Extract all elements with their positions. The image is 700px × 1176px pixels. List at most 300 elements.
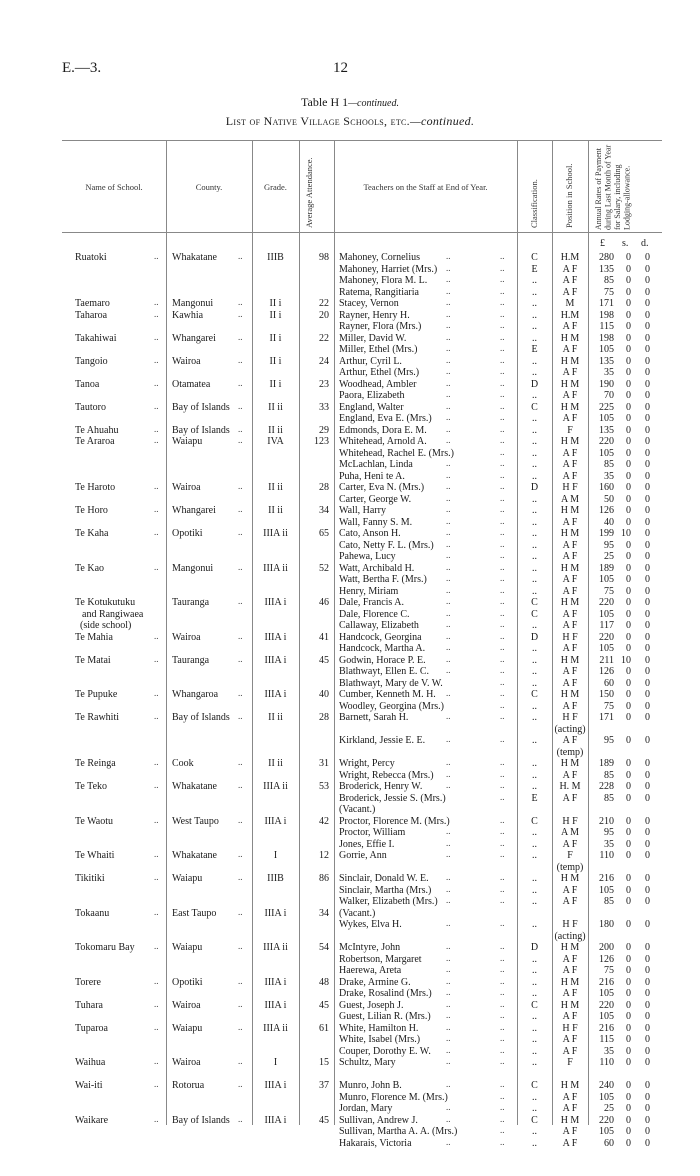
salary-pence: 0 (645, 517, 650, 528)
leader-dots: .. (446, 320, 451, 330)
salary-pence: 0 (645, 586, 650, 597)
salary-pounds: 216 (599, 977, 614, 988)
leader-dots: .. (446, 527, 451, 537)
salary-shillings: 0 (626, 1138, 631, 1149)
leader-dots: .. (446, 654, 451, 664)
leader-dots: .. (154, 435, 159, 445)
grade: IIIB (267, 252, 284, 263)
salary-pounds: 75 (604, 965, 614, 976)
salary-shillings: 0 (626, 758, 631, 769)
position-in-school: H M (560, 505, 580, 516)
salary-shillings: 0 (626, 1103, 631, 1114)
classification: .. (532, 471, 537, 482)
salary-shillings: 0 (626, 678, 631, 689)
county: Wairoa (172, 356, 201, 367)
salary-pounds: 70 (604, 390, 614, 401)
classification: .. (532, 505, 537, 516)
position-in-school: H F (562, 816, 578, 827)
teacher-name: Woodley, Georgina (Mrs.) (339, 701, 445, 712)
salary-pounds: 171 (599, 712, 614, 723)
average-attendance: 29 (319, 425, 329, 436)
salary-pounds: 171 (599, 298, 614, 309)
leader-dots: .. (500, 1102, 505, 1112)
position-in-school: A F (562, 678, 578, 689)
classification: .. (532, 310, 537, 321)
leader-dots: .. (500, 608, 505, 618)
salary-pounds: 216 (599, 1023, 614, 1034)
salary-shillings: 0 (626, 298, 631, 309)
teacher-name: Jones, Effie I. (339, 839, 395, 850)
teacher-name: Munro, John B. (339, 1080, 402, 1091)
leader-dots: .. (446, 999, 451, 1009)
average-attendance: 53 (319, 781, 329, 792)
salary-shillings: 10 (621, 655, 631, 666)
salary-pence: 0 (645, 620, 650, 631)
salary-shillings: 0 (626, 425, 631, 436)
position-in-school: H F (562, 919, 578, 930)
currency-pence: d. (641, 238, 649, 249)
salary-pounds: 105 (599, 413, 614, 424)
leader-dots: .. (500, 769, 505, 779)
grade: II ii (268, 425, 283, 436)
position-in-school: (temp) (556, 862, 584, 873)
leader-dots: .. (154, 504, 159, 514)
leader-dots: .. (446, 251, 451, 261)
teacher-name: Handcock, Martha A. (339, 643, 426, 654)
salary-shillings: 0 (626, 287, 631, 298)
average-attendance: 40 (319, 689, 329, 700)
salary-pounds: 211 (599, 655, 614, 666)
grade: II ii (268, 505, 283, 516)
salary-shillings: 0 (626, 379, 631, 390)
leader-dots: .. (154, 562, 159, 572)
col-header-attendance: Average Attendance. (304, 157, 314, 228)
classification: .. (532, 620, 537, 631)
teacher-name: Arthur, Ethel (Mrs.) (339, 367, 420, 378)
classification: .. (532, 1011, 537, 1022)
leader-dots: .. (500, 1056, 505, 1066)
salary-pence: 0 (645, 885, 650, 896)
classification: E (531, 344, 538, 355)
salary-pounds: 190 (599, 379, 614, 390)
leader-dots: .. (154, 1056, 159, 1066)
teacher-name: Ratema, Rangitiaria (339, 287, 419, 298)
salary-pence: 0 (645, 390, 650, 401)
teacher-name: Woodhead, Ambler (339, 379, 417, 390)
leader-dots: .. (154, 401, 159, 411)
position-in-school: (acting) (554, 931, 586, 942)
leader-dots: .. (500, 366, 505, 376)
salary-pounds: 126 (599, 505, 614, 516)
average-attendance: 61 (319, 1023, 329, 1034)
county: Tauranga (172, 655, 210, 666)
salary-pounds: 220 (599, 436, 614, 447)
salary-pounds: 150 (599, 689, 614, 700)
grade: IIIB (267, 873, 284, 884)
school-name: Te Horo (75, 505, 108, 516)
salary-pounds: 199 (599, 528, 614, 539)
salary-pence: 0 (645, 264, 650, 275)
salary-shillings: 0 (626, 1115, 631, 1126)
position-in-school: A F (562, 988, 578, 999)
salary-shillings: 0 (626, 356, 631, 367)
classification: .. (532, 770, 537, 781)
leader-dots: .. (500, 895, 505, 905)
leader-dots: .. (154, 872, 159, 882)
salary-shillings: 0 (626, 540, 631, 551)
table-subtitle-suffix: —continued. (409, 114, 475, 128)
leader-dots: .. (446, 941, 451, 951)
leader-dots: .. (446, 780, 451, 790)
salary-pounds: 85 (604, 793, 614, 804)
leader-dots: .. (446, 1022, 451, 1032)
teacher-name: Stacey, Vernon (339, 298, 399, 309)
teacher-name: Puha, Heni te A. (339, 471, 405, 482)
average-attendance: 45 (319, 655, 329, 666)
leader-dots: .. (238, 907, 243, 917)
classification: .. (532, 298, 537, 309)
teacher-name: Couper, Dorothy E. W. (339, 1046, 431, 1057)
teacher-name: Wright, Rebecca (Mrs.) (339, 770, 434, 781)
grade: II i (269, 356, 282, 367)
classification: .. (532, 873, 537, 884)
column-rule (334, 140, 335, 1125)
leader-dots: .. (500, 251, 505, 261)
salary-pounds: 280 (599, 252, 614, 263)
school-name: Tanoa (75, 379, 100, 390)
teacher-name: Watt, Bertha F. (Mrs.) (339, 574, 427, 585)
grade: II i (269, 333, 282, 344)
leader-dots: .. (446, 619, 451, 629)
table-title-text: Table H 1 (301, 95, 349, 109)
county: Rotorua (172, 1080, 205, 1091)
teacher-name: McLachlan, Linda (339, 459, 413, 470)
position-in-school: H M (560, 758, 580, 769)
teacher-name: Carter, Eva N. (Mrs.) (339, 482, 425, 493)
salary-shillings: 0 (626, 367, 631, 378)
teacher-name: Drake, Armine G. (339, 977, 411, 988)
classification: .. (532, 459, 537, 470)
salary-shillings: 0 (626, 850, 631, 861)
leader-dots: .. (500, 470, 505, 480)
position-in-school: (acting) (554, 724, 586, 735)
position-in-school: F (567, 850, 573, 861)
leader-dots: .. (154, 976, 159, 986)
salary-pence: 0 (645, 770, 650, 781)
classification: .. (532, 517, 537, 528)
salary-pence: 0 (645, 1092, 650, 1103)
average-attendance: 24 (319, 356, 329, 367)
salary-pence: 0 (645, 873, 650, 884)
position-in-school: A F (562, 413, 578, 424)
classification: .. (532, 275, 537, 286)
position-in-school: A F (562, 965, 578, 976)
teacher-name: Proctor, William (339, 827, 406, 838)
leader-dots: .. (446, 435, 451, 445)
teacher-name: Edmonds, Dora E. M. (339, 425, 427, 436)
teacher-name: Robertson, Margaret (339, 954, 422, 965)
county: Waiapu (172, 436, 203, 447)
leader-dots: .. (154, 631, 159, 641)
salary-pence: 0 (645, 678, 650, 689)
salary-pounds: 95 (604, 540, 614, 551)
col-header-classification: Classification. (529, 179, 539, 228)
leader-dots: .. (500, 654, 505, 664)
position-in-school: A F (562, 701, 578, 712)
leader-dots: .. (446, 424, 451, 434)
leader-dots: .. (154, 251, 159, 261)
position-in-school: H M (560, 873, 580, 884)
leader-dots: .. (238, 378, 243, 388)
salary-pence: 0 (645, 942, 650, 953)
teacher-name: Rayner, Flora (Mrs.) (339, 321, 422, 332)
salary-shillings: 0 (626, 413, 631, 424)
salary-pounds: 35 (604, 839, 614, 850)
leader-dots: .. (500, 757, 505, 767)
leader-dots: .. (154, 332, 159, 342)
position-in-school: H.M (560, 310, 580, 321)
leader-dots: .. (238, 481, 243, 491)
school-name: Te Reinga (75, 758, 116, 769)
county: Tauranga (172, 597, 210, 608)
grade: IIIA ii (263, 942, 288, 953)
leader-dots: .. (500, 700, 505, 710)
leader-dots: .. (446, 1045, 451, 1055)
leader-dots: .. (500, 849, 505, 859)
classification: E (531, 264, 538, 275)
teacher-name: Drake, Rosalind (Mrs.) (339, 988, 432, 999)
leader-dots: .. (500, 631, 505, 641)
teacher-name: England, Eva E. (Mrs.) (339, 413, 432, 424)
leader-dots: .. (446, 596, 451, 606)
salary-shillings: 0 (626, 965, 631, 976)
salary-shillings: 0 (626, 333, 631, 344)
position-in-school: A F (562, 896, 578, 907)
leader-dots: .. (446, 642, 451, 652)
leader-dots: .. (446, 263, 451, 273)
leader-dots: .. (446, 1114, 451, 1124)
salary-pounds: 216 (599, 873, 614, 884)
leader-dots: .. (154, 654, 159, 664)
average-attendance: 45 (319, 1000, 329, 1011)
salary-shillings: 0 (626, 816, 631, 827)
classification: .. (532, 712, 537, 723)
teacher-name: Kirkland, Jessie E. E. (339, 735, 426, 746)
salary-shillings: 0 (626, 977, 631, 988)
school-name: Te Araroa (75, 436, 115, 447)
teacher-name: Whitehead, Rachel E. (Mrs.) (339, 448, 454, 459)
leader-dots: .. (500, 493, 505, 503)
classification: D (530, 942, 539, 953)
salary-pence: 0 (645, 701, 650, 712)
county: Waiapu (172, 873, 203, 884)
classification: C (531, 689, 538, 700)
salary-shillings: 0 (626, 505, 631, 516)
table-subtitle (0, 114, 700, 129)
salary-pence: 0 (645, 965, 650, 976)
county: Opotiki (172, 528, 203, 539)
leader-dots: .. (500, 677, 505, 687)
teacher-name: Broderick, Henry W. (339, 781, 423, 792)
salary-pence: 0 (645, 425, 650, 436)
salary-pounds: 135 (599, 264, 614, 275)
school-name: Waihua (75, 1057, 106, 1068)
salary-shillings: 0 (626, 735, 631, 746)
position-in-school: A F (562, 609, 578, 620)
leader-dots: .. (446, 573, 451, 583)
position-in-school: A M (560, 494, 580, 505)
salary-pounds: 240 (599, 1080, 614, 1091)
school-name: Te Kao (75, 563, 105, 574)
leader-dots: .. (446, 585, 451, 595)
classification: .. (532, 425, 537, 436)
salary-pounds: 135 (599, 356, 614, 367)
leader-dots: .. (500, 332, 505, 342)
salary-shillings: 0 (626, 919, 631, 930)
salary-shillings: 0 (626, 643, 631, 654)
leader-dots: .. (500, 780, 505, 790)
position-in-school: H M (560, 1000, 580, 1011)
classification: .. (532, 735, 537, 746)
salary-shillings: 0 (626, 563, 631, 574)
leader-dots: .. (500, 263, 505, 273)
salary-pence: 0 (645, 563, 650, 574)
teacher-name: Barnett, Sarah H. (339, 712, 409, 723)
leader-dots: .. (154, 309, 159, 319)
salary-shillings: 0 (626, 448, 631, 459)
table-top-rule (62, 140, 662, 141)
leader-dots: .. (500, 826, 505, 836)
salary-shillings: 0 (626, 827, 631, 838)
average-attendance: 28 (319, 712, 329, 723)
average-attendance: 31 (319, 758, 329, 769)
county: West Taupo (172, 816, 219, 827)
salary-shillings: 0 (626, 1046, 631, 1057)
position-in-school: H.M (560, 252, 580, 263)
leader-dots: .. (446, 631, 451, 641)
salary-shillings: 0 (626, 436, 631, 447)
county: Kawhia (172, 310, 204, 321)
classification: .. (532, 574, 537, 585)
classification: .. (532, 528, 537, 539)
leader-dots: .. (446, 918, 451, 928)
county: Opotiki (172, 977, 203, 988)
leader-dots: .. (154, 711, 159, 721)
salary-pounds: 75 (604, 287, 614, 298)
salary-pounds: 225 (599, 402, 614, 413)
classification: .. (532, 1023, 537, 1034)
county: Whakatane (172, 781, 217, 792)
leader-dots: .. (500, 1022, 505, 1032)
salary-pence: 0 (645, 1023, 650, 1034)
leader-dots: .. (154, 907, 159, 917)
salary-shillings: 0 (626, 620, 631, 631)
salary-pounds: 85 (604, 896, 614, 907)
salary-shillings: 0 (626, 954, 631, 965)
salary-pence: 0 (645, 977, 650, 988)
leader-dots: .. (238, 596, 243, 606)
salary-pounds: 105 (599, 1092, 614, 1103)
leader-dots: .. (238, 872, 243, 882)
classification: .. (532, 1103, 537, 1114)
leader-dots: .. (154, 424, 159, 434)
leader-dots: .. (238, 251, 243, 261)
leader-dots: .. (446, 688, 451, 698)
school-name: Te Teko (75, 781, 108, 792)
teacher-name: McIntyre, John (339, 942, 401, 953)
salary-pounds: 35 (604, 471, 614, 482)
position-in-school: A F (562, 367, 578, 378)
leader-dots: .. (238, 711, 243, 721)
position-in-school: H M (560, 977, 580, 988)
salary-pence: 0 (645, 954, 650, 965)
school-name: Te Kotukutuku (75, 597, 136, 608)
salary-pounds: 50 (604, 494, 614, 505)
classification: .. (532, 896, 537, 907)
classification: .. (532, 839, 537, 850)
average-attendance: 33 (319, 402, 329, 413)
salary-pence: 0 (645, 356, 650, 367)
salary-pence: 0 (645, 344, 650, 355)
salary-pence: 0 (645, 1057, 650, 1068)
leader-dots: .. (446, 297, 451, 307)
salary-pounds: 198 (599, 310, 614, 321)
leader-dots: .. (500, 642, 505, 652)
salary-shillings: 0 (626, 1000, 631, 1011)
salary-pounds: 85 (604, 275, 614, 286)
leader-dots: .. (446, 274, 451, 284)
position-in-school: (temp) (556, 747, 584, 758)
school-name: Tuparoa (75, 1023, 108, 1034)
leader-dots: .. (500, 953, 505, 963)
leader-dots: .. (238, 815, 243, 825)
salary-shillings: 0 (626, 344, 631, 355)
report-reference: E.—3. (62, 60, 102, 76)
position-in-school: A F (562, 954, 578, 965)
leader-dots: .. (500, 1010, 505, 1020)
position-in-school: A F (562, 885, 578, 896)
teacher-name: Guest, Joseph J. (339, 1000, 404, 1011)
leader-dots: .. (238, 631, 243, 641)
salary-pence: 0 (645, 367, 650, 378)
leader-dots: .. (500, 976, 505, 986)
leader-dots: .. (238, 435, 243, 445)
leader-dots: .. (500, 815, 505, 825)
classification: .. (532, 850, 537, 861)
salary-pence: 0 (645, 275, 650, 286)
currency-pounds: £ (600, 238, 605, 249)
salary-pence: 0 (645, 666, 650, 677)
salary-pence: 0 (645, 448, 650, 459)
position-in-school: A F (562, 287, 578, 298)
salary-pence: 0 (645, 505, 650, 516)
average-attendance: 98 (319, 252, 329, 263)
leader-dots: .. (446, 309, 451, 319)
salary-pounds: 105 (599, 574, 614, 585)
salary-pounds: 220 (599, 1000, 614, 1011)
average-attendance: 12 (319, 850, 329, 861)
county: Whangaroa (172, 689, 219, 700)
salary-pence: 0 (645, 689, 650, 700)
salary-pence: 0 (645, 574, 650, 585)
leader-dots: .. (500, 343, 505, 353)
position-in-school: H M (560, 356, 580, 367)
grade: IIIA ii (263, 781, 288, 792)
leader-dots: .. (446, 953, 451, 963)
salary-pounds: 40 (604, 517, 614, 528)
classification: .. (532, 965, 537, 976)
salary-pounds: 210 (599, 816, 614, 827)
